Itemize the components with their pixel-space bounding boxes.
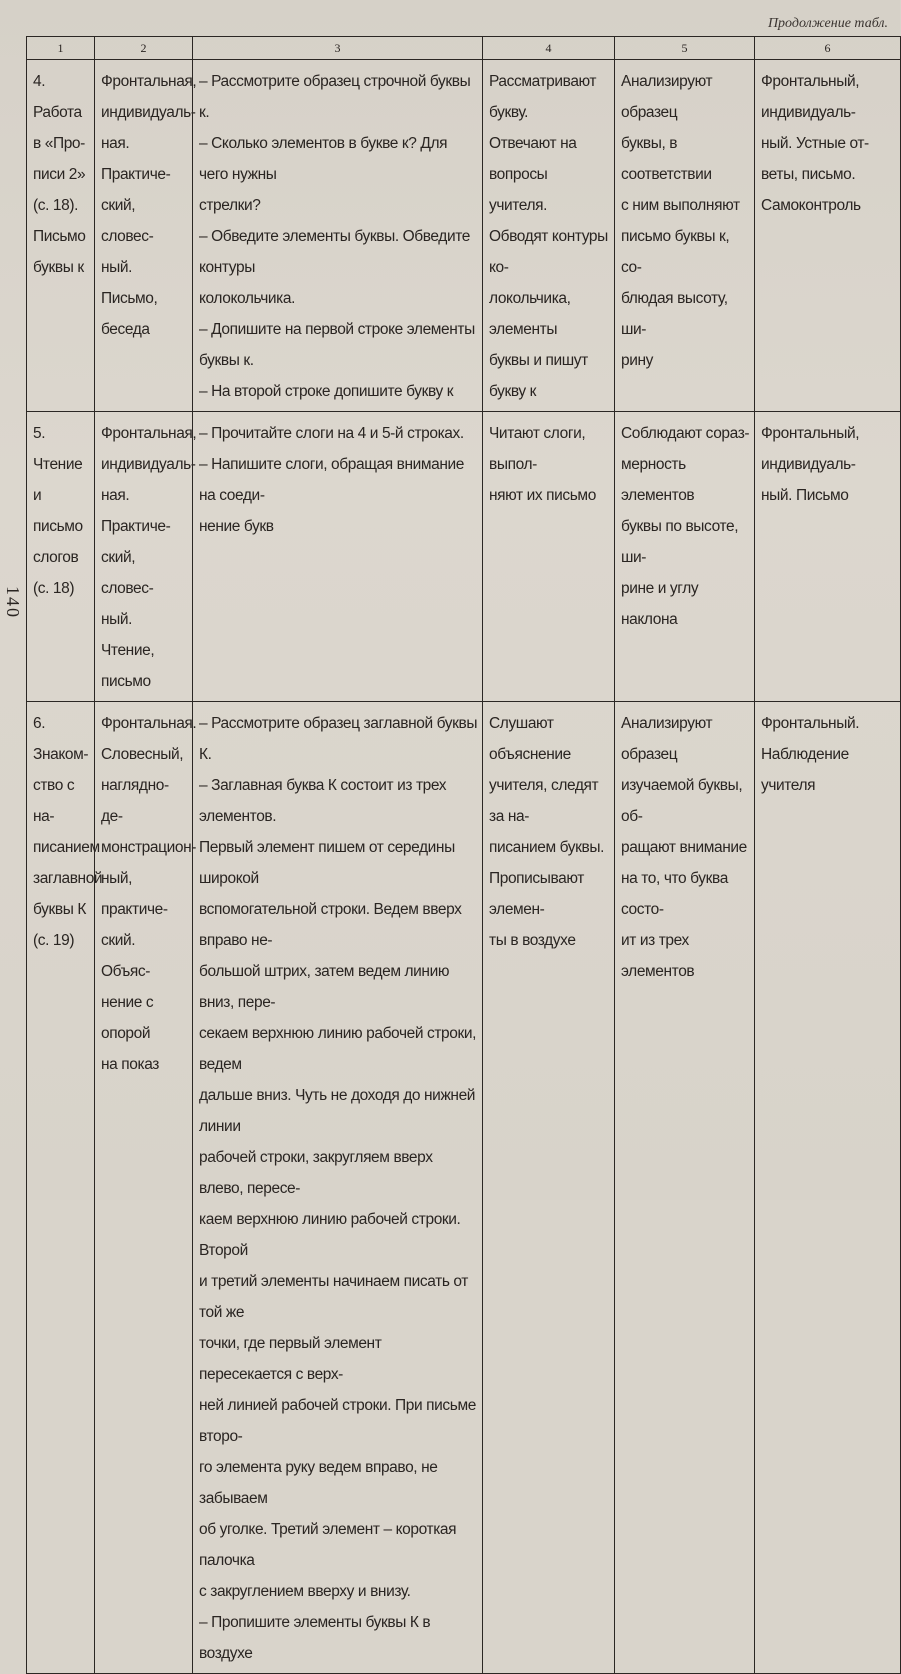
teacher-cell <box>193 60 483 412</box>
students-cell <box>483 702 615 1674</box>
control-cell <box>755 702 901 1674</box>
form-cell <box>95 412 197 702</box>
control-text: Фронтальный, индивидуаль- ный. Устные от- веты, письмо. Самоконтроль <box>761 73 869 214</box>
page-number: 140 <box>3 586 23 619</box>
results-text: Соблюдают сораз- мерность элементов буквы по высоте, ши- рине и углу наклона <box>621 425 750 628</box>
students-text: Слушают объяснение учителя, следят за на- писанием буквы. Прописывают элемен- ты в воздухе <box>489 715 604 949</box>
teacher-text: – Рассмотрите образец строчной буквы к. – Сколько элементов в букве к? Для чего нужны стрелки? – Обведите элементы буквы. Обведите контуры колокольчика. – Допишите на первой строке элементы буквы к. – На второй строке допишите букву к <box>199 73 475 400</box>
teacher-text: – Рассмотрите образец заглавной буквы К. – Заглавная буква К состоит из трех элементов. Первый элемент пишем от середины широкой вспомогательной строки. Ведем вверх вправо не- большой штрих, затем ведем линию вниз, пере- секаем верхнюю линию рабочей строки, ведем дальше вниз. Чуть не доходя до нижней линии рабочей строки, закругляем вверх влево, пересе- каем верхнюю линию рабочей строки. Второй и третий элементы начинаем писать от той же точки, где первый элемент пересекается с верх- ней линией рабочей строки. При письме второ- го элемента руку ведем вправо, не забываем об уголке. Третий элемент – короткая палочка с закруглением вверху и внизу. – Пропишите элементы буквы К в воздухе <box>199 715 478 1662</box>
stage-cell <box>27 702 103 1674</box>
results-text: Анализируют образец изучаемой буквы, об- ращают внимание на то, что буква состо- ит из трех элементов <box>621 715 747 980</box>
form-cell <box>95 60 197 412</box>
stage-text: 6. Знаком- ство с на- писанием заглавной буквы К (с. 19) <box>33 715 103 949</box>
students-text: Читают слоги, выпол- няют их письмо <box>489 425 596 504</box>
students-text: Рассматривают букву. Отвечают на вопросы учителя. Обводят контуры ко- локольчика, элементы буквы и пишут букву к <box>489 73 608 400</box>
teacher-text: – Прочитайте слоги на 4 и 5-й строках. – Напишите слоги, обращая внимание на соеди- нение букв <box>199 425 465 535</box>
control-text: Фронтальный, индивидуаль- ный. Письмо <box>761 425 860 504</box>
stage-cell <box>27 60 95 412</box>
lesson-plan-table <box>26 36 901 1674</box>
results-cell <box>615 702 755 1674</box>
results-cell <box>615 60 755 412</box>
results-text: Анализируют образец буквы, в соответствии с ним выполняют письмо буквы к, со- блюдая высоту, ши- рину <box>621 73 740 369</box>
column-number: 6 <box>755 37 901 60</box>
form-text: Фронтальная, индивидуаль- ная. Практиче- ский, словес- ный. Чтение, письмо <box>101 425 197 690</box>
stage-cell <box>27 412 95 702</box>
table-row <box>27 412 901 702</box>
column-number: 4 <box>483 37 615 60</box>
results-cell <box>615 412 755 702</box>
control-text: Фронтальный. Наблюдение учителя <box>761 715 860 794</box>
teacher-cell <box>193 412 483 702</box>
form-text: Фронтальная, индивидуаль- ная. Практиче- ский, словес- ный. Письмо, беседа <box>101 73 197 338</box>
stage-text: 5. Чтение и письмо слогов (с. 18) <box>33 425 83 597</box>
control-cell <box>755 60 901 412</box>
continuation-label: Продолжение табл. <box>767 16 888 31</box>
form-cell <box>95 702 197 1674</box>
column-number-row <box>27 37 901 60</box>
column-number: 2 <box>95 37 193 60</box>
table-row <box>27 702 901 1674</box>
column-number: 5 <box>615 37 755 60</box>
table-row <box>27 60 901 412</box>
students-cell <box>483 412 615 702</box>
control-cell <box>755 412 901 702</box>
students-cell <box>483 60 615 412</box>
column-number: 3 <box>193 37 483 60</box>
column-number: 1 <box>27 37 95 60</box>
stage-text: 4. Работа в «Про- писи 2» (с. 18). Письмо буквы к <box>33 73 86 276</box>
form-text: Фронтальная. Словесный, наглядно-де- монстрацион- ный, практиче- ский. Объяс- нение с опорой на показ <box>101 715 197 1073</box>
teacher-cell <box>193 702 483 1674</box>
